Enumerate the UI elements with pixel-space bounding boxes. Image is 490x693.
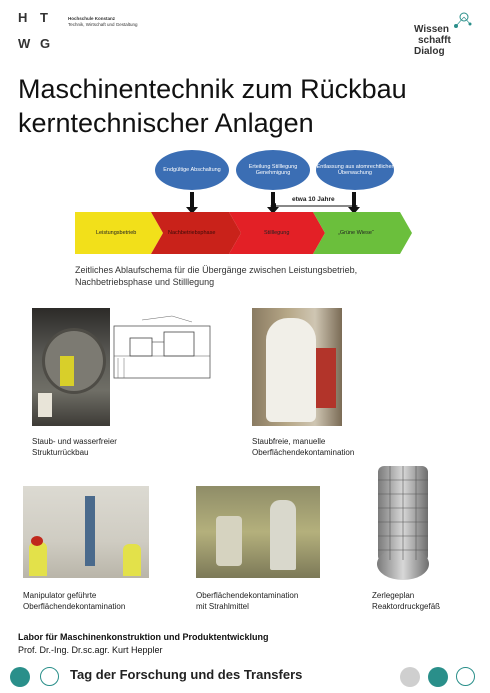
caption-1-line-2: Strukturrückbau bbox=[32, 448, 89, 457]
htwg-letter-h: H bbox=[18, 10, 28, 25]
oval-genehmigung: Erteilung Stilllegung Genehmigung bbox=[236, 150, 310, 190]
caption-manipulator bbox=[23, 590, 125, 612]
phase-label-nachbetrieb: Nachbetriebsphase bbox=[168, 230, 216, 236]
university-subtitle: Technik, Wirtschaft und Gestaltung bbox=[68, 21, 138, 27]
sustainability-icon bbox=[10, 667, 30, 687]
title-line-1: Maschinentechnik zum Rückbau bbox=[18, 74, 407, 104]
caption-4-line-1: Oberflächendekontamination bbox=[196, 591, 299, 600]
phase-label-gruene-wiese: „Grüne Wiese“ bbox=[338, 230, 374, 236]
innovation-icon bbox=[456, 667, 475, 686]
caption-2-line-2: Oberflächendekontamination bbox=[252, 448, 355, 457]
caption-manuelle-dekontamination bbox=[252, 436, 354, 458]
lab-name: Labor für Maschinenkonstruktion und Produktentwicklung bbox=[18, 632, 269, 642]
author-name: Prof. Dr.-Ing. Dr.sc.agr. Kurt Heppler bbox=[18, 645, 163, 655]
photo-strahlmittel bbox=[196, 486, 320, 578]
lightbulb-icon bbox=[40, 667, 59, 686]
photo-manipulator bbox=[23, 486, 149, 578]
htwg-letter-t: T bbox=[40, 10, 48, 25]
diagram-caption-line-1: Zeitliches Ablaufschema für die Übergänge zwischen Leistungsbetrieb, bbox=[75, 265, 358, 275]
technical-drawing bbox=[112, 312, 217, 382]
ws-word-3: Dialog bbox=[414, 46, 445, 57]
caption-1-line-1: Staub- und wasserfreier bbox=[32, 437, 117, 446]
htwg-letter-w: W bbox=[18, 36, 31, 51]
phase-label-leistungsbetrieb: Leistungsbetrieb bbox=[96, 230, 137, 236]
university-name: Hochschule Konstanz bbox=[68, 16, 116, 21]
oval-abschaltung: Endgültige Abschaltung bbox=[155, 150, 229, 190]
arrow-down-icon bbox=[190, 192, 194, 208]
caption-2-line-1: Staubfreie, manuelle bbox=[252, 437, 326, 446]
seal-icon bbox=[400, 667, 420, 687]
caption-strahlmittel bbox=[196, 590, 298, 612]
event-bar bbox=[0, 663, 490, 693]
caption-strukturrueckbau bbox=[32, 436, 117, 458]
ws-word-1: Wissen bbox=[414, 24, 449, 35]
caption-reaktordruckgefaess bbox=[372, 590, 440, 612]
oval-entlassung: Entlassung aus atomrechtlicher Überwachung bbox=[316, 150, 394, 190]
energy-icon bbox=[428, 667, 448, 687]
ws-word-2: schafft bbox=[418, 35, 451, 46]
timeline-diagram bbox=[0, 0, 490, 290]
duration-label: etwa 10 Jahre bbox=[292, 196, 335, 203]
caption-4-line-2: mit Strahlmittel bbox=[196, 602, 249, 611]
phase-label-stilllegung: Stilllegung bbox=[264, 230, 290, 236]
diagram-caption bbox=[75, 264, 357, 288]
caption-5-line-2: Reaktordruckgefäß bbox=[372, 602, 441, 611]
reaktordruckgefaess-illustration bbox=[368, 460, 438, 584]
caption-5-line-1: Zerlegeplan bbox=[372, 591, 415, 600]
htwg-letter-g: G bbox=[40, 36, 51, 51]
title-line-2: kerntechnischer Anlagen bbox=[18, 108, 314, 138]
caption-3-line-1: Manipulator geführte bbox=[23, 591, 97, 600]
event-title: Tag der Forschung und des Transfers bbox=[70, 667, 303, 682]
diagram-caption-line-2: Nachbetriebsphase und Stilllegung bbox=[75, 277, 215, 287]
caption-3-line-2: Oberflächendekontamination bbox=[23, 602, 126, 611]
photo-manuelle-dekontamination bbox=[252, 308, 342, 426]
photo-strukturrueckbau bbox=[32, 308, 110, 426]
